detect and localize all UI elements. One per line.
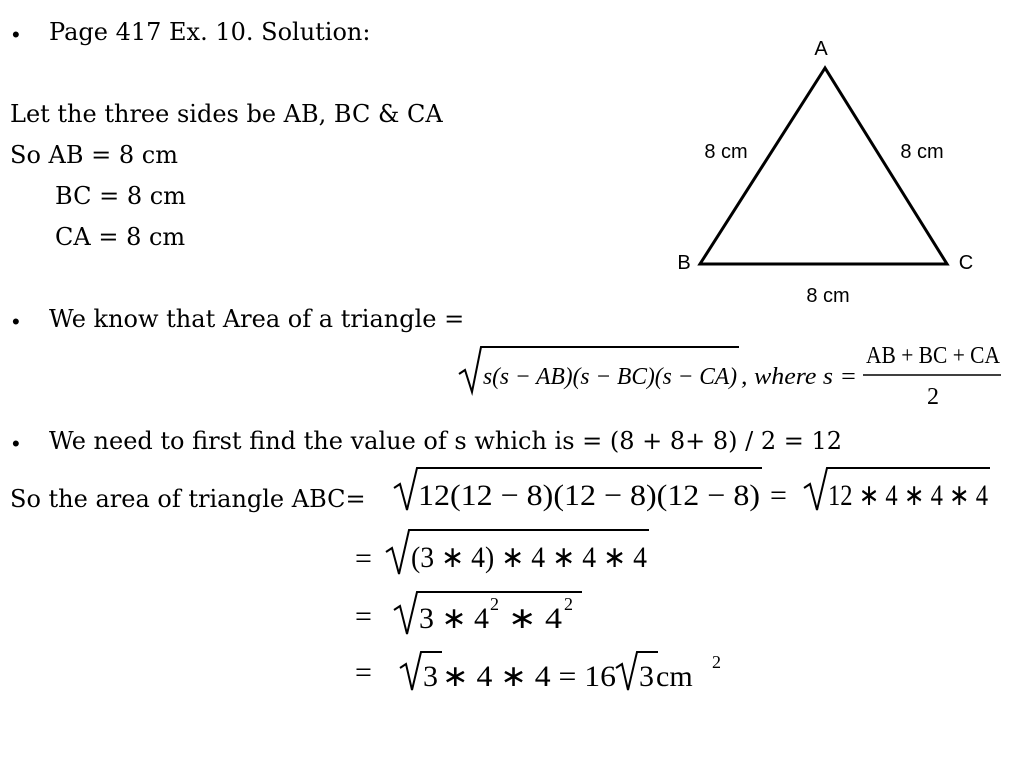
equals-sign: = [355, 600, 372, 633]
herons-formula [455, 340, 1005, 412]
find-s-line: We need to first find the value of s which is = (8 + 8+ 8) / 2 = 12 [49, 427, 843, 455]
side-ca-line: CA = 8 cm [55, 223, 186, 251]
triangle-shape [700, 68, 947, 264]
equals-sign: = [355, 656, 372, 689]
equals-sign: = [770, 479, 787, 512]
step1-radicand: 12(12 − 8)(12 − 8)(12 − 8) [418, 479, 760, 512]
intro-line: Let the three sides be AB, BC & CA [10, 100, 443, 128]
equals-sign: = [355, 542, 372, 575]
herons-radicand: s(s − AB)(s − BC)(s − CA) [483, 364, 738, 390]
step4-radicand: 3 [639, 660, 654, 693]
vertex-c-label: C [958, 252, 974, 274]
vertex-b-label: B [677, 252, 691, 274]
area-calc-label: So the area of triangle ABC= [10, 485, 366, 513]
side-bc-line: BC = 8 cm [55, 182, 186, 210]
unit-cm: cm [656, 660, 693, 693]
step4-radicand: 3 [423, 660, 438, 693]
area-step-3 [350, 582, 590, 642]
bullet: • [12, 431, 20, 456]
area-step-1 [390, 462, 995, 520]
bullet: • [12, 22, 20, 47]
unit-exponent: 2 [712, 652, 721, 672]
solution-heading: Page 417 Ex. 10. Solution: [49, 18, 371, 46]
side-ac-label: 8 cm [900, 141, 944, 163]
side-ab-label: 8 cm [704, 141, 748, 163]
step3-exponent: 2 [564, 594, 573, 614]
side-ab-line: So AB = 8 cm [10, 141, 178, 169]
where-s-text: , where s = [741, 364, 857, 390]
side-bc-label: 8 cm [806, 285, 850, 307]
step4-product: ∗ 4 ∗ 4 = 16 [442, 660, 616, 693]
bullet: • [12, 309, 20, 334]
area-formula-intro: We know that Area of a triangle = [49, 305, 465, 333]
step3-base-b: ∗ 4 [508, 602, 562, 635]
step2-radicand: (3 ∗ 4) ∗ 4 ∗ 4 ∗ 4 [411, 541, 647, 574]
area-step-2 [350, 522, 660, 582]
step1-result-radicand: 12 ∗ 4 ∗ 4 ∗ 4 [828, 479, 988, 512]
s-numerator: AB + BC + CA [866, 343, 1001, 369]
vertex-a-label: A [814, 38, 828, 60]
s-denominator: 2 [927, 384, 939, 410]
triangle-diagram [660, 30, 990, 315]
step3-exponent: 2 [490, 594, 499, 614]
step3-base-a: 3 ∗ 4 [419, 602, 489, 635]
area-step-4 [350, 646, 740, 700]
